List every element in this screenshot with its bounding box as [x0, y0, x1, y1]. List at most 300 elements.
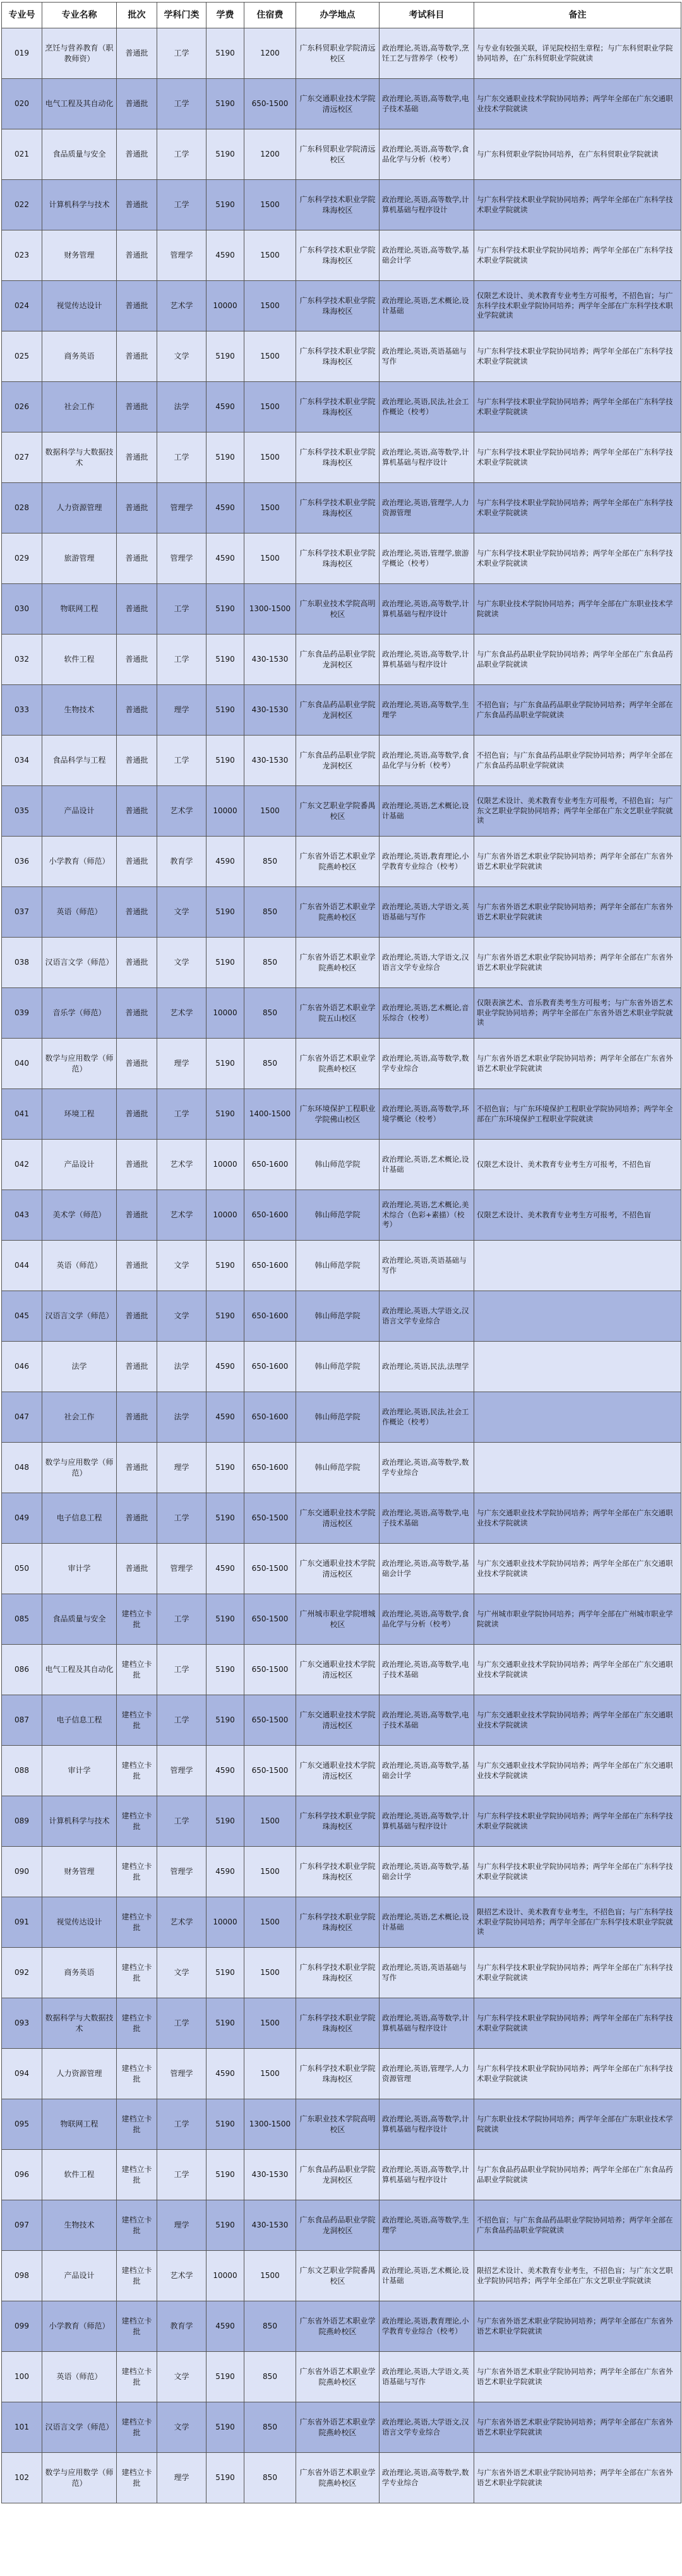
- cell-code: 090: [2, 1847, 42, 1897]
- cell-location: 广东省外语艺术职业学院五山校区: [296, 988, 380, 1039]
- cell-notes: [474, 1392, 681, 1443]
- cell-dorm-fee: 1500: [244, 1847, 296, 1897]
- cell-major: 软件工程: [42, 635, 117, 685]
- cell-batch: 建档立卡批: [117, 2049, 157, 2099]
- cell-location: 广东科学技术职业学院珠海校区: [296, 483, 380, 534]
- table-row: [2, 736, 681, 786]
- cell-category: 艺术学: [157, 2251, 206, 2301]
- cell-notes: 与广东交通职业技术学院协同培养；两学年全部在广东交通职业技术学院就读: [474, 1746, 681, 1796]
- table-row: [2, 1695, 681, 1746]
- cell-code: 095: [2, 2099, 42, 2150]
- cell-dorm-fee: 430-1530: [244, 2150, 296, 2200]
- cell-notes: 与广东省外语艺术职业学院协同培养；两学年全部在广东省外语艺术职业学院就读: [474, 837, 681, 887]
- cell-batch: 普通批: [117, 736, 157, 786]
- cell-code: 022: [2, 180, 42, 230]
- cell-location: 广东交通职业技术学院清远校区: [296, 1493, 380, 1544]
- cell-notes: 与广东职业技术学院协同培养；两学年全部在广东职业技术学院就读: [474, 2099, 681, 2150]
- table-row: [2, 1443, 681, 1493]
- cell-batch: 普通批: [117, 230, 157, 281]
- cell-location: 广东科学技术职业学院珠海校区: [296, 1948, 380, 1998]
- cell-code: 050: [2, 1544, 42, 1594]
- cell-location: 广东科学技术职业学院珠海校区: [296, 230, 380, 281]
- cell-batch: 建档立卡批: [117, 2402, 157, 2453]
- cell-major: 计算机科学与技术: [42, 180, 117, 230]
- cell-category: 工学: [157, 635, 206, 685]
- cell-code: 048: [2, 1443, 42, 1493]
- cell-location: 广东食品药品职业学院龙洞校区: [296, 2200, 380, 2251]
- cell-notes: 与广东科学技术职业学院协同培养；两学年全部在广东科学技术职业学院就读: [474, 1796, 681, 1847]
- cell-dorm-fee: 1300-1500: [244, 2099, 296, 2150]
- cell-exam-subjects: 政治理论,英语,英语基础与写作: [380, 1948, 474, 1998]
- cell-exam-subjects: 政治理论,英语,大学语文,英语基础与写作: [380, 2352, 474, 2402]
- cell-notes: 不招色盲；与广东食品药品职业学院协同培养；两学年全部在广东食品药品职业学院就读: [474, 2200, 681, 2251]
- table-row: [2, 2251, 681, 2301]
- cell-major: 英语（师范）: [42, 2352, 117, 2402]
- cell-dorm-fee: 850: [244, 2453, 296, 2503]
- cell-location: 广东科学技术职业学院珠海校区: [296, 281, 380, 331]
- table-row: [2, 786, 681, 837]
- cell-batch: 建档立卡批: [117, 1594, 157, 1645]
- cell-category: 工学: [157, 1998, 206, 2049]
- cell-exam-subjects: 政治理论,英语,艺术概论,设计基础: [380, 786, 474, 837]
- table-row: [2, 1948, 681, 1998]
- cell-notes: 与广东省外语艺术职业学院协同培养；两学年全部在广东省外语艺术职业学院就读: [474, 2352, 681, 2402]
- cell-dorm-fee: 1500: [244, 331, 296, 382]
- cell-major: 产品设计: [42, 2251, 117, 2301]
- cell-notes: [474, 1291, 681, 1342]
- cell-category: 法学: [157, 1342, 206, 1392]
- cell-category: 工学: [157, 736, 206, 786]
- cell-exam-subjects: 政治理论,英语,高等数学,计算机基础与程序设计: [380, 1796, 474, 1847]
- cell-dorm-fee: 1500: [244, 534, 296, 584]
- cell-dorm-fee: 1500: [244, 2049, 296, 2099]
- table-row: [2, 1746, 681, 1796]
- cell-batch: 普通批: [117, 1089, 157, 1140]
- cell-dorm-fee: 1500: [244, 1948, 296, 1998]
- cell-code: 049: [2, 1493, 42, 1544]
- table-row: [2, 837, 681, 887]
- cell-code: 029: [2, 534, 42, 584]
- cell-tuition: 10000: [206, 988, 244, 1039]
- cell-tuition: 5190: [206, 1443, 244, 1493]
- cell-code: 044: [2, 1241, 42, 1291]
- cell-location: 广东交通职业技术学院清远校区: [296, 1746, 380, 1796]
- cell-category: 工学: [157, 432, 206, 483]
- cell-dorm-fee: 850: [244, 2402, 296, 2453]
- cell-exam-subjects: 政治理论,英语,管理学,旅游学概论（校考）: [380, 534, 474, 584]
- cell-major: 商务英语: [42, 1948, 117, 1998]
- table-row: [2, 1796, 681, 1847]
- table-row: [2, 1544, 681, 1594]
- cell-major: 物联网工程: [42, 2099, 117, 2150]
- cell-batch: 普通批: [117, 1493, 157, 1544]
- cell-code: 027: [2, 432, 42, 483]
- cell-location: 广东交通职业技术学院清远校区: [296, 1645, 380, 1695]
- table-row: [2, 635, 681, 685]
- cell-batch: 建档立卡批: [117, 1645, 157, 1695]
- cell-tuition: 5190: [206, 685, 244, 736]
- cell-code: 035: [2, 786, 42, 837]
- cell-code: 036: [2, 837, 42, 887]
- cell-tuition: 5190: [206, 79, 244, 129]
- cell-major: 烹饪与营养教育（职教师资）: [42, 28, 117, 79]
- cell-batch: 建档立卡批: [117, 2150, 157, 2200]
- cell-exam-subjects: 政治理论,英语,大学语文,汉语言文学专业综合: [380, 938, 474, 988]
- cell-code: 020: [2, 79, 42, 129]
- cell-category: 艺术学: [157, 988, 206, 1039]
- cell-tuition: 4590: [206, 1746, 244, 1796]
- cell-code: 047: [2, 1392, 42, 1443]
- cell-tuition: 10000: [206, 281, 244, 331]
- cell-batch: 普通批: [117, 1392, 157, 1443]
- cell-exam-subjects: 政治理论,英语,艺术概论,美术综合（色彩+素描）（校考）: [380, 1190, 474, 1241]
- cell-batch: 普通批: [117, 1140, 157, 1190]
- cell-exam-subjects: 政治理论,英语,教育理论,小学教育专业综合（校考）: [380, 2301, 474, 2352]
- cell-dorm-fee: 650-1500: [244, 1746, 296, 1796]
- cell-location: 广东职业技术学院高明校区: [296, 2099, 380, 2150]
- cell-code: 034: [2, 736, 42, 786]
- cell-location: 韩山师范学院: [296, 1392, 380, 1443]
- cell-dorm-fee: 850: [244, 938, 296, 988]
- cell-tuition: 5190: [206, 2099, 244, 2150]
- cell-exam-subjects: 政治理论,英语,高等数学,计算机基础与程序设计: [380, 2150, 474, 2200]
- cell-batch: 普通批: [117, 584, 157, 635]
- cell-notes: [474, 1443, 681, 1493]
- cell-batch: 普通批: [117, 483, 157, 534]
- cell-code: 037: [2, 887, 42, 938]
- cell-batch: 建档立卡批: [117, 2251, 157, 2301]
- cell-category: 工学: [157, 2150, 206, 2200]
- cell-batch: 普通批: [117, 988, 157, 1039]
- cell-code: 093: [2, 1998, 42, 2049]
- cell-major: 审计学: [42, 1544, 117, 1594]
- cell-exam-subjects: 政治理论,英语,英语基础与写作: [380, 1241, 474, 1291]
- cell-tuition: 5190: [206, 1695, 244, 1746]
- cell-exam-subjects: 政治理论,英语,高等数学,基础会计学: [380, 1847, 474, 1897]
- cell-major: 视觉传达设计: [42, 1897, 117, 1948]
- table-row: [2, 1847, 681, 1897]
- cell-dorm-fee: 650-1500: [244, 1695, 296, 1746]
- cell-code: 045: [2, 1291, 42, 1342]
- cell-batch: 建档立卡批: [117, 2301, 157, 2352]
- cell-code: 039: [2, 988, 42, 1039]
- cell-batch: 普通批: [117, 382, 157, 432]
- table-row: [2, 432, 681, 483]
- cell-dorm-fee: 850: [244, 988, 296, 1039]
- cell-category: 文学: [157, 887, 206, 938]
- cell-notes: 与广东交通职业技术学院协同培养；两学年全部在广东交通职业技术学院就读: [474, 1695, 681, 1746]
- cell-category: 工学: [157, 129, 206, 180]
- cell-major: 人力资源管理: [42, 483, 117, 534]
- cell-code: 038: [2, 938, 42, 988]
- cell-batch: 普通批: [117, 1190, 157, 1241]
- cell-major: 物联网工程: [42, 584, 117, 635]
- cell-dorm-fee: 850: [244, 887, 296, 938]
- cell-batch: 普通批: [117, 79, 157, 129]
- cell-major: 产品设计: [42, 786, 117, 837]
- cell-category: 管理学: [157, 483, 206, 534]
- cell-category: 工学: [157, 1594, 206, 1645]
- table-row: [2, 180, 681, 230]
- cell-batch: 普通批: [117, 28, 157, 79]
- cell-code: 098: [2, 2251, 42, 2301]
- table-row: [2, 28, 681, 79]
- cell-tuition: 10000: [206, 1897, 244, 1948]
- cell-category: 工学: [157, 79, 206, 129]
- cell-tuition: 5190: [206, 635, 244, 685]
- cell-exam-subjects: 政治理论,英语,大学语文,英语基础与写作: [380, 887, 474, 938]
- cell-batch: 普通批: [117, 331, 157, 382]
- cell-code: 041: [2, 1089, 42, 1140]
- table-row: [2, 2301, 681, 2352]
- header-category: 学科门类: [157, 3, 206, 28]
- cell-location: 广东省外语艺术职业学院燕岭校区: [296, 1039, 380, 1089]
- cell-exam-subjects: 政治理论,英语,高等数学,数学专业综合: [380, 1443, 474, 1493]
- cell-batch: 普通批: [117, 837, 157, 887]
- cell-location: 广东科学技术职业学院珠海校区: [296, 180, 380, 230]
- cell-code: 096: [2, 2150, 42, 2200]
- cell-major: 生物技术: [42, 2200, 117, 2251]
- cell-tuition: 10000: [206, 2251, 244, 2301]
- cell-dorm-fee: 850: [244, 2301, 296, 2352]
- cell-tuition: 5190: [206, 1998, 244, 2049]
- cell-notes: 与广东省外语艺术职业学院协同培养；两学年全部在广东省外语艺术职业学院就读: [474, 887, 681, 938]
- cell-notes: 与广东科学技术职业学院协同培养；两学年全部在广东科学技术职业学院就读: [474, 2049, 681, 2099]
- cell-major: 商务英语: [42, 331, 117, 382]
- cell-tuition: 5190: [206, 887, 244, 938]
- cell-tuition: 5190: [206, 2453, 244, 2503]
- cell-notes: [474, 1241, 681, 1291]
- cell-batch: 普通批: [117, 938, 157, 988]
- cell-location: 广东省外语艺术职业学院燕岭校区: [296, 2301, 380, 2352]
- cell-notes: 与广东科学技术职业学院协同培养；两学年全部在广东科学技术职业学院就读: [474, 230, 681, 281]
- cell-major: 生物技术: [42, 685, 117, 736]
- cell-category: 文学: [157, 331, 206, 382]
- cell-major: 电气工程及其自动化: [42, 79, 117, 129]
- cell-major: 法学: [42, 1342, 117, 1392]
- cell-tuition: 10000: [206, 1190, 244, 1241]
- cell-major: 产品设计: [42, 1140, 117, 1190]
- cell-code: 086: [2, 1645, 42, 1695]
- cell-dorm-fee: 1200: [244, 28, 296, 79]
- cell-tuition: 4590: [206, 1342, 244, 1392]
- cell-category: 工学: [157, 1493, 206, 1544]
- header-tuition: 学费: [206, 3, 244, 28]
- cell-major: 电子信息工程: [42, 1493, 117, 1544]
- cell-code: 088: [2, 1746, 42, 1796]
- cell-exam-subjects: 政治理论,英语,高等数学,电子技术基础: [380, 79, 474, 129]
- cell-category: 管理学: [157, 1544, 206, 1594]
- cell-notes: 与广东科学技术职业学院协同培养；两学年全部在广东科学技术职业学院就读: [474, 1998, 681, 2049]
- table-row: [2, 534, 681, 584]
- table-row: [2, 2049, 681, 2099]
- table-row: [2, 1645, 681, 1695]
- table-row: [2, 2352, 681, 2402]
- cell-category: 工学: [157, 1695, 206, 1746]
- cell-location: 广东科学技术职业学院珠海校区: [296, 432, 380, 483]
- cell-code: 100: [2, 2352, 42, 2402]
- cell-code: 024: [2, 281, 42, 331]
- cell-major: 人力资源管理: [42, 2049, 117, 2099]
- cell-major: 食品质量与安全: [42, 1594, 117, 1645]
- cell-tuition: 4590: [206, 382, 244, 432]
- cell-dorm-fee: 430-1530: [244, 685, 296, 736]
- cell-major: 数学与应用数学（师范）: [42, 1039, 117, 1089]
- cell-location: 广东科学技术职业学院珠海校区: [296, 382, 380, 432]
- table-row: [2, 1897, 681, 1948]
- cell-notes: 仅限艺术设计、美术教育专业考生方可报考，不招色盲: [474, 1190, 681, 1241]
- cell-location: 韩山师范学院: [296, 1190, 380, 1241]
- cell-batch: 建档立卡批: [117, 2453, 157, 2503]
- cell-location: 广东食品药品职业学院龙洞校区: [296, 685, 380, 736]
- cell-tuition: 4590: [206, 1392, 244, 1443]
- cell-exam-subjects: 政治理论,英语,艺术概论,设计基础: [380, 281, 474, 331]
- cell-exam-subjects: 政治理论,英语,教育理论,小学教育专业综合（校考）: [380, 837, 474, 887]
- cell-major: 数据科学与大数据技术: [42, 1998, 117, 2049]
- cell-dorm-fee: 850: [244, 837, 296, 887]
- cell-major: 小学教育（师范）: [42, 2301, 117, 2352]
- cell-location: 广东环境保护工程职业学院佛山校区: [296, 1089, 380, 1140]
- cell-dorm-fee: 850: [244, 2352, 296, 2402]
- cell-batch: 普通批: [117, 281, 157, 331]
- table-row: [2, 1998, 681, 2049]
- cell-tuition: 4590: [206, 2049, 244, 2099]
- cell-dorm-fee: 650-1600: [244, 1291, 296, 1342]
- cell-code: 019: [2, 28, 42, 79]
- cell-category: 工学: [157, 2099, 206, 2150]
- cell-exam-subjects: 政治理论,英语,民法,社会工作概论（校考）: [380, 382, 474, 432]
- cell-code: 026: [2, 382, 42, 432]
- table-row: [2, 230, 681, 281]
- cell-batch: 普通批: [117, 1443, 157, 1493]
- cell-tuition: 5190: [206, 1645, 244, 1695]
- cell-major: 汉语言文学（师范）: [42, 2402, 117, 2453]
- cell-code: 099: [2, 2301, 42, 2352]
- cell-category: 艺术学: [157, 1140, 206, 1190]
- header-code: 专业号: [2, 3, 42, 28]
- cell-tuition: 5190: [206, 2200, 244, 2251]
- cell-notes: 与广东省外语艺术职业学院协同培养；两学年全部在广东省外语艺术职业学院就读: [474, 2453, 681, 2503]
- cell-major: 电子信息工程: [42, 1695, 117, 1746]
- cell-location: 广东交通职业技术学院清远校区: [296, 1544, 380, 1594]
- cell-notes: 与广东省外语艺术职业学院协同培养；两学年全部在广东省外语艺术职业学院就读: [474, 2301, 681, 2352]
- table-row: [2, 1493, 681, 1544]
- cell-tuition: 5190: [206, 1796, 244, 1847]
- cell-code: 025: [2, 331, 42, 382]
- cell-category: 理学: [157, 685, 206, 736]
- cell-exam-subjects: 政治理论,英语,高等数学,计算机基础与程序设计: [380, 635, 474, 685]
- header-location: 办学地点: [296, 3, 380, 28]
- cell-exam-subjects: 政治理论,英语,艺术概论,音乐综合（校考）: [380, 988, 474, 1039]
- cell-major: 食品科学与工程: [42, 736, 117, 786]
- cell-tuition: 5190: [206, 331, 244, 382]
- cell-exam-subjects: 政治理论,英语,高等数学,电子技术基础: [380, 1493, 474, 1544]
- cell-exam-subjects: 政治理论,英语,民法,法理学: [380, 1342, 474, 1392]
- cell-location: 广东科学技术职业学院珠海校区: [296, 1897, 380, 1948]
- table-row: [2, 2402, 681, 2453]
- cell-batch: 普通批: [117, 786, 157, 837]
- header-major: 专业名称: [42, 3, 117, 28]
- cell-exam-subjects: 政治理论,英语,高等数学,食品化学与分析（校考）: [380, 1594, 474, 1645]
- cell-major: 视觉传达设计: [42, 281, 117, 331]
- cell-category: 艺术学: [157, 281, 206, 331]
- cell-exam-subjects: 政治理论,英语,高等数学,计算机基础与程序设计: [380, 584, 474, 635]
- cell-location: 广东科贸职业学院清远校区: [296, 129, 380, 180]
- cell-category: 艺术学: [157, 1190, 206, 1241]
- cell-code: 043: [2, 1190, 42, 1241]
- cell-batch: 普通批: [117, 685, 157, 736]
- table-row: [2, 1594, 681, 1645]
- cell-tuition: 4590: [206, 1544, 244, 1594]
- cell-major: 旅游管理: [42, 534, 117, 584]
- cell-category: 艺术学: [157, 786, 206, 837]
- cell-notes: 与广东科学技术职业学院协同培养；两学年全部在广东科学技术职业学院就读: [474, 534, 681, 584]
- cell-batch: 普通批: [117, 1342, 157, 1392]
- cell-location: 广东科学技术职业学院珠海校区: [296, 2049, 380, 2099]
- cell-dorm-fee: 1500: [244, 1796, 296, 1847]
- cell-category: 法学: [157, 382, 206, 432]
- table-row: [2, 988, 681, 1039]
- cell-dorm-fee: 1500: [244, 382, 296, 432]
- cell-tuition: 5190: [206, 129, 244, 180]
- cell-tuition: 10000: [206, 1140, 244, 1190]
- cell-location: 广东科学技术职业学院珠海校区: [296, 331, 380, 382]
- cell-exam-subjects: 政治理论,英语,管理学,人力资源管理: [380, 2049, 474, 2099]
- cell-dorm-fee: 650-1600: [244, 1140, 296, 1190]
- cell-code: 032: [2, 635, 42, 685]
- cell-category: 文学: [157, 1291, 206, 1342]
- cell-category: 文学: [157, 2402, 206, 2453]
- cell-notes: 与广东科贸职业学院协同培养，在广东科贸职业学院就读: [474, 129, 681, 180]
- cell-tuition: 10000: [206, 786, 244, 837]
- cell-exam-subjects: 政治理论,英语,高等数学,计算机基础与程序设计: [380, 2099, 474, 2150]
- cell-code: 028: [2, 483, 42, 534]
- cell-exam-subjects: 政治理论,英语,大学语文,汉语言文学专业综合: [380, 1291, 474, 1342]
- cell-dorm-fee: 650-1500: [244, 1645, 296, 1695]
- cell-batch: 普通批: [117, 534, 157, 584]
- cell-notes: 不招色盲；与广东环境保护工程职业学院协同培养；两学年全部在广东环境保护工程职业学院就读: [474, 1089, 681, 1140]
- cell-code: 101: [2, 2402, 42, 2453]
- table-row: [2, 331, 681, 382]
- cell-batch: 普通批: [117, 887, 157, 938]
- cell-location: 韩山师范学院: [296, 1241, 380, 1291]
- cell-batch: 建档立卡批: [117, 1695, 157, 1746]
- cell-notes: 与广东科学技术职业学院协同培养；两学年全部在广东科学技术职业学院就读: [474, 382, 681, 432]
- cell-dorm-fee: 650-1600: [244, 1342, 296, 1392]
- cell-dorm-fee: 650-1500: [244, 1594, 296, 1645]
- cell-notes: 仅限艺术设计、美术教育专业考生方可报考，不招色盲；与广东文艺职业学院协同培养；两学年全部在广东文艺职业学院就读: [474, 786, 681, 837]
- cell-location: 韩山师范学院: [296, 1291, 380, 1342]
- table-row: [2, 79, 681, 129]
- cell-category: 工学: [157, 180, 206, 230]
- cell-category: 管理学: [157, 230, 206, 281]
- cell-exam-subjects: 政治理论,英语,高等数学,食品化学与分析（校考）: [380, 129, 474, 180]
- cell-code: 097: [2, 2200, 42, 2251]
- cell-category: 工学: [157, 1089, 206, 1140]
- cell-dorm-fee: 1300-1500: [244, 584, 296, 635]
- cell-major: 数据科学与大数据技术: [42, 432, 117, 483]
- cell-dorm-fee: 650-1500: [244, 1544, 296, 1594]
- cell-code: 091: [2, 1897, 42, 1948]
- cell-notes: 不招色盲；与广东食品药品职业学院协同培养；两学年全部在广东食品药品职业学院就读: [474, 736, 681, 786]
- cell-exam-subjects: 政治理论,英语,高等数学,数学专业综合: [380, 1039, 474, 1089]
- table-row: [2, 2200, 681, 2251]
- cell-notes: 与广东交通职业技术学院协同培养；两学年全部在广东交通职业技术学院就读: [474, 79, 681, 129]
- cell-notes: 与广东交通职业技术学院协同培养；两学年全部在广东交通职业技术学院就读: [474, 1645, 681, 1695]
- cell-notes: 与专业有较强关联，详见院校招生章程；与广东科贸职业学院协同培养，在广东科贸职业学院就读: [474, 28, 681, 79]
- table-row: [2, 938, 681, 988]
- cell-dorm-fee: 1500: [244, 483, 296, 534]
